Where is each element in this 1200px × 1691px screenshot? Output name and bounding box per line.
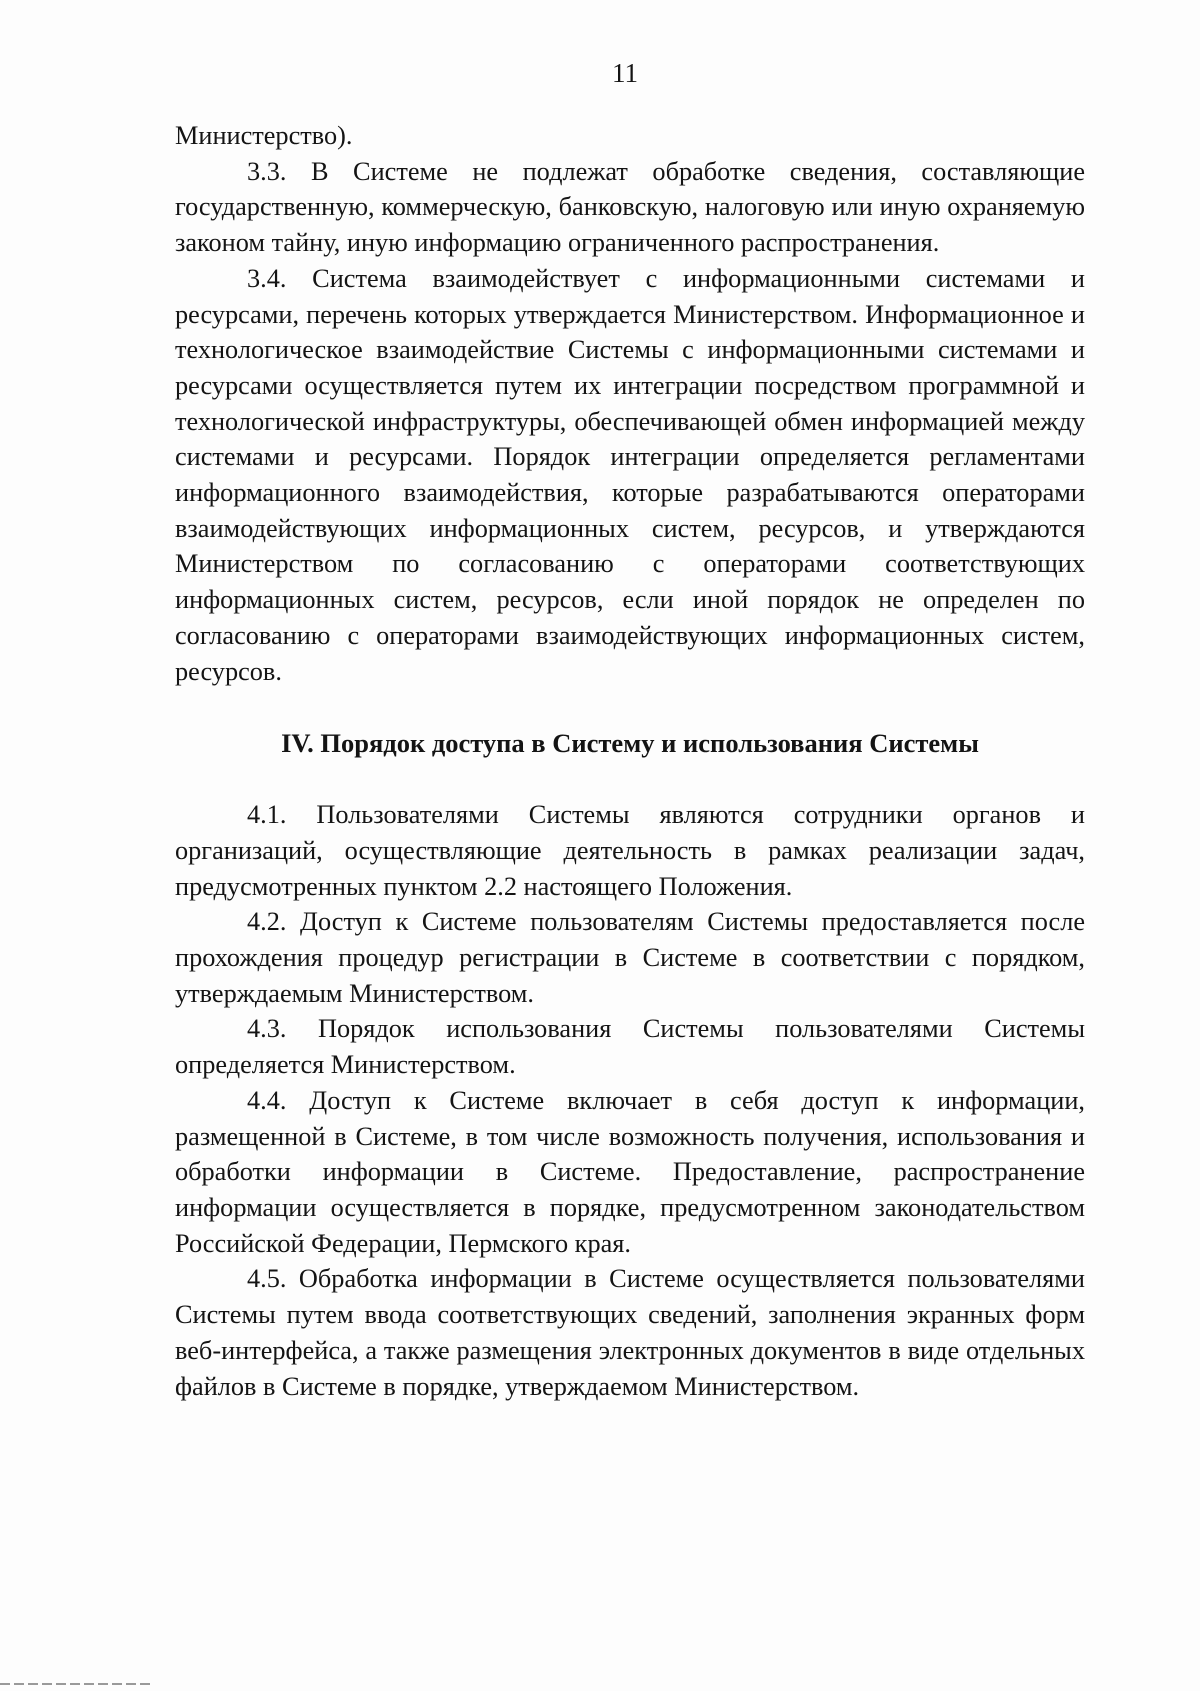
- paragraph-4-1: 4.1. Пользователями Системы являются сотрудники органов и организаций, осуществляющие деятельность в рамках реализации задач, предусмотренных пунктом 2.2 настоящего Положения.: [175, 800, 1085, 901]
- section-heading: IV. Порядок доступа в Систему и использования Системы: [281, 728, 979, 759]
- paragraph-continuation: Министерство).: [175, 121, 353, 150]
- paragraph-4-4: 4.4. Доступ к Системе включает в себя доступ к информации, размещенной в Системе, в том числе возможность получения, использования и обработки информации в Системе. Предоставление, распространение информации осуществляется в порядке, предусмотренном законодательством Российской Федерации, Пермского края.: [175, 1085, 1085, 1258]
- paragraph-4-2: 4.2. Доступ к Системе пользователям Системы предоставляется после прохождения процедур регистрации в Системе в соответствии с порядком, утверждаемым Министерством.: [175, 907, 1085, 1008]
- paragraph-3-4: 3.4. Система взаимодействует с информационными системами и ресурсами, перечень которых утверждается Министерством. Информационное и технологическое взаимодействие Системы с информационными системами и ресурсами осуществляется путем их интеграции посредством программной и технологической инфраструктуры, обеспечивающей обмен информацией между системами и ресурсами. Порядок интеграции определяется регламентами информационного взаимодействия, которые разрабатываются операторами взаимодействующих информационных систем, ресурсов, и утверждаются Министерством по согласованию с операторами соответствующих информационных систем, ресурсов, если иной порядок не определен по согласованию с операторами взаимодействующих информационных систем, ресурсов.: [175, 263, 1085, 686]
- paragraph-4-3: 4.3. Порядок использования Системы пользователями Системы определяется Министерством.: [175, 1014, 1085, 1080]
- scan-edge-mark: [0, 1683, 150, 1685]
- document-body: [175, 118, 1085, 1404]
- paragraph-4-5: 4.5. Обработка информации в Системе осуществляется пользователями Системы путем ввода соответствующих сведений, заполнения экранных форм веб-интерфейса, а также размещения электронных документов в виде отдельных файлов в Системе в порядке, утверждаемом Министерством.: [175, 1264, 1085, 1401]
- paragraph-3-3: 3.3. В Системе не подлежат обработке сведения, составляющие государственную, коммерческую, банковскую, налоговую или иную охраняемую законом тайну, иную информацию ограниченного распространения.: [175, 156, 1085, 258]
- page-number: 11: [612, 58, 638, 88]
